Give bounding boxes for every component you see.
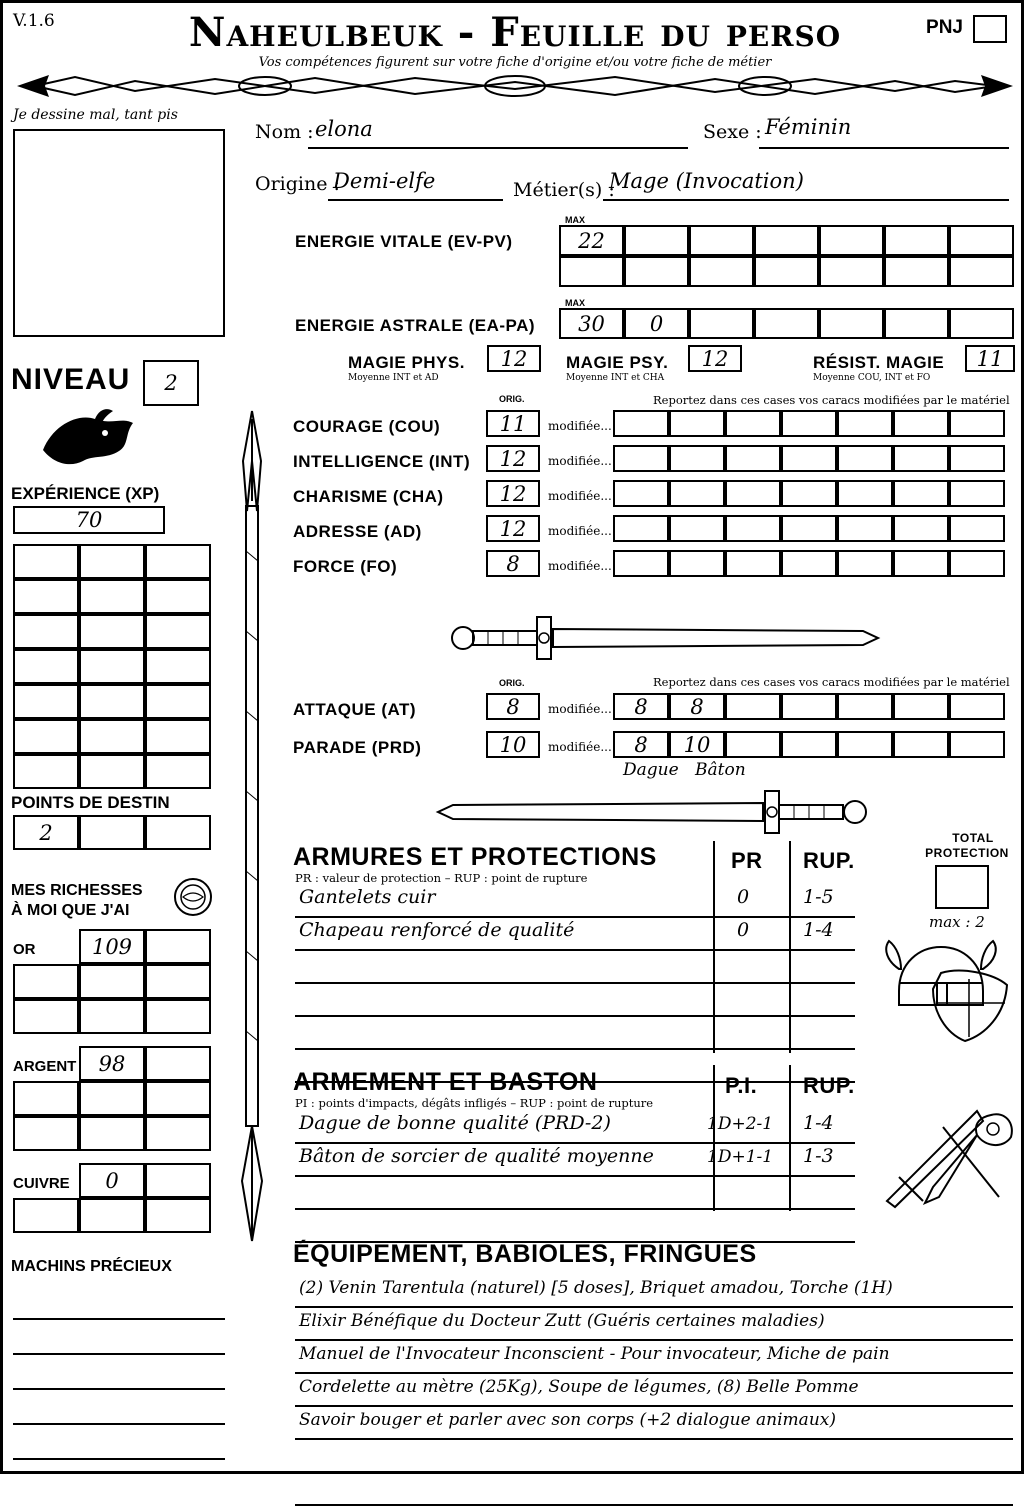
xp-cell[interactable] — [145, 649, 211, 684]
magie-phys-sub: Moyenne INT et AD — [348, 373, 439, 383]
carac-label: COURAGE (COU) — [293, 417, 441, 436]
argent-cell[interactable] — [145, 1116, 211, 1151]
carac-rows — [293, 408, 1013, 583]
ev-cell[interactable] — [884, 256, 949, 287]
argent-value[interactable]: 98 — [79, 1046, 145, 1081]
resist-magie-sub: Moyenne COU, INT et FO — [813, 373, 931, 383]
armures-subtitle: PR : valeur de protection – RUP : point de rupture — [295, 871, 588, 885]
armures-col-pr: PR — [731, 848, 763, 873]
parade-mod-cell[interactable] — [725, 731, 781, 758]
page-title: Naheulbeuk - Feuille du perso — [188, 9, 842, 56]
nom-label: Nom : — [255, 121, 314, 143]
carac-mod-cell[interactable] — [949, 515, 1005, 542]
xp-label: EXPÉRIENCE (XP) — [11, 484, 160, 503]
carac-mod-cell[interactable] — [837, 445, 893, 472]
armement-subtitle: PI : points d'impacts, dégâts infligés – RUP : point de rupture — [295, 1096, 654, 1110]
carac-mod-cell[interactable] — [837, 480, 893, 507]
cuivre-grid — [79, 1163, 211, 1198]
equipement-text[interactable]: (2) Venin Tarentula (naturel) [5 doses], Briquet amadou, Torche (1H) — [299, 1278, 893, 1298]
pnj-label: PNJ — [926, 17, 963, 38]
nom-value[interactable]: elona — [315, 117, 373, 141]
carac-mod-cell[interactable] — [949, 480, 1005, 507]
carac-mod-cell[interactable] — [893, 515, 949, 542]
argent-cell[interactable] — [79, 1116, 145, 1151]
portrait-note: Je dessine mal, tant pis — [13, 107, 178, 123]
ev-grid — [559, 225, 1014, 287]
ea-max-label: MAX — [565, 298, 585, 308]
xp-cell[interactable] — [13, 684, 79, 719]
or-grid — [79, 929, 211, 964]
armement-col-rup: RUP. — [803, 1073, 855, 1098]
or-cell[interactable] — [13, 999, 79, 1034]
cuivre-label: CUIVRE — [13, 1175, 70, 1192]
total-protection-label-1: TOTAL — [952, 831, 994, 845]
parade-mod-cell[interactable] — [837, 731, 893, 758]
armement-col-pi: P.I. — [725, 1073, 758, 1098]
armement-row[interactable] — [295, 1177, 855, 1210]
armure-rup[interactable]: 1-4 — [803, 919, 834, 941]
armure-name[interactable]: Chapeau renforcé de qualité — [299, 919, 575, 941]
argent-cell[interactable] — [79, 1081, 145, 1116]
equipement-lines — [295, 1275, 1013, 1506]
argent-grid — [79, 1046, 211, 1081]
xp-cell[interactable] — [79, 754, 145, 789]
attaque-value[interactable]: 8 — [486, 693, 540, 720]
sexe-value[interactable]: Féminin — [765, 115, 852, 139]
helmet-shield-icon — [881, 933, 1021, 1043]
carac-label: INTELLIGENCE (INT) — [293, 452, 471, 471]
arme-rup[interactable]: 1-3 — [803, 1145, 834, 1167]
attaque-mod-cell[interactable] — [837, 693, 893, 720]
armement-rows — [295, 1111, 855, 1243]
ev-max-value[interactable]: 22 — [559, 225, 624, 256]
arme-rup[interactable]: 1-4 — [803, 1112, 834, 1134]
arme-pi[interactable]: 1D+2-1 — [707, 1114, 774, 1134]
xp-cell[interactable] — [79, 614, 145, 649]
sword-illustration-bottom — [431, 783, 883, 841]
parade-row — [293, 729, 1013, 764]
carac-mod-cell[interactable] — [613, 515, 669, 542]
arme-name[interactable]: Bâton de sorcier de qualité moyenne — [299, 1145, 654, 1167]
argent-cell[interactable] — [145, 1046, 211, 1081]
ev-cell[interactable] — [884, 225, 949, 256]
weapon-note-2: Bâton — [695, 760, 746, 780]
carac-mod-cell[interactable] — [669, 410, 725, 437]
or-value[interactable]: 109 — [79, 929, 145, 964]
equipement-text[interactable]: Cordelette au mètre (25Kg), Soupe de légumes, (8) Belle Pomme — [299, 1377, 859, 1397]
ev-label: ENERGIE VITALE (EV-PV) — [295, 232, 513, 251]
combat-note: Reportez dans ces cases vos caracs modifiées par le matériel — [653, 675, 1010, 689]
argent-cell[interactable] — [145, 1081, 211, 1116]
page-subtitle: Vos compétences figurent sur votre fiche d'origine et/ou votre fiche de métier — [258, 55, 772, 70]
armure-name[interactable]: Gantelets cuir — [299, 886, 436, 908]
machins-line[interactable] — [13, 1320, 225, 1355]
destin-cell[interactable] — [145, 815, 211, 850]
or-cell[interactable] — [79, 964, 145, 999]
carac-mod-cell[interactable] — [893, 410, 949, 437]
destin-cell[interactable] — [79, 815, 145, 850]
carac-mod-label: modifiée... — [548, 559, 612, 573]
attaque-mod-cell[interactable]: 8 — [669, 693, 725, 720]
ea-cell[interactable] — [819, 308, 884, 339]
sexe-label: Sexe : — [703, 121, 762, 143]
xp-cell[interactable] — [13, 719, 79, 754]
cuivre-cell[interactable] — [145, 1198, 211, 1233]
parade-mod-cell[interactable] — [949, 731, 1005, 758]
ea-label: ENERGIE ASTRALE (EA-PA) — [295, 316, 536, 335]
carac-mod-cell[interactable] — [725, 445, 781, 472]
ev-cell[interactable] — [559, 256, 624, 287]
carac-mod-cell[interactable] — [613, 480, 669, 507]
machins-line[interactable] — [13, 1390, 225, 1425]
armures-row[interactable] — [295, 918, 855, 951]
version-label: V.1.6 — [13, 11, 55, 31]
ev-cell[interactable] — [949, 225, 1014, 256]
destin-value[interactable]: 2 — [13, 815, 79, 850]
carac-mod-cell[interactable] — [613, 445, 669, 472]
cuivre-value[interactable]: 0 — [79, 1163, 145, 1198]
armures-row[interactable] — [295, 984, 855, 1017]
destin-grid — [13, 815, 211, 850]
cuivre-cell[interactable] — [13, 1198, 79, 1233]
parade-value[interactable]: 10 — [486, 731, 540, 758]
weapon-note-1: Dague — [623, 760, 679, 780]
armures-rows — [295, 885, 855, 1083]
attaque-mod-cell[interactable] — [781, 693, 837, 720]
arme-pi[interactable]: 1D+1-1 — [707, 1147, 774, 1167]
equipement-line[interactable] — [295, 1440, 1013, 1473]
equipement-text[interactable]: Savoir bouger et parler avec son corps (+2 dialogue animaux) — [299, 1410, 836, 1430]
carac-note: Reportez dans ces cases vos caracs modifiées par le matériel — [653, 393, 1010, 407]
carac-mod-cell[interactable] — [725, 550, 781, 577]
magie-phys-value[interactable]: 12 — [487, 345, 541, 372]
equipement-line[interactable] — [295, 1407, 1013, 1440]
carac-label: CHARISME (CHA) — [293, 487, 444, 506]
equipement-text[interactable]: Manuel de l'Invocateur Inconscient - Pour invocateur, Miche de pain — [299, 1344, 890, 1364]
or-label: OR — [13, 941, 36, 958]
xp-cell[interactable] — [13, 614, 79, 649]
magie-psy-value[interactable]: 12 — [688, 345, 742, 372]
equipement-line[interactable] — [295, 1374, 1013, 1407]
equipement-line[interactable] — [295, 1308, 1013, 1341]
crossed-weapons-icon — [873, 1101, 1023, 1211]
ev-cell[interactable] — [624, 256, 689, 287]
argent-cell[interactable] — [13, 1116, 79, 1151]
carac-mod-cell[interactable] — [949, 445, 1005, 472]
xp-cell[interactable] — [13, 579, 79, 614]
ev-cell[interactable] — [624, 225, 689, 256]
ea-cell[interactable] — [689, 308, 754, 339]
equipement-line[interactable] — [295, 1275, 1013, 1308]
equipement-text[interactable]: Elixir Bénéfique du Docteur Zutt (Guéris certaines maladies) — [299, 1311, 825, 1331]
ea-max-value[interactable]: 30 — [559, 308, 624, 339]
machins-line[interactable] — [13, 1355, 225, 1390]
armures-title: ARMURES ET PROTECTIONS — [293, 843, 657, 871]
decorative-divider — [15, 69, 1015, 103]
argent-extra-grid — [13, 1081, 211, 1151]
armure-rup[interactable]: 1-5 — [803, 886, 834, 908]
coin-icon — [171, 875, 215, 919]
or-extra-grid — [13, 964, 211, 1034]
carac-mod-label: modifiée... — [548, 524, 612, 538]
carac-mod-cell[interactable] — [725, 410, 781, 437]
origine-value[interactable]: Demi-elfe — [333, 169, 436, 193]
ev-cell[interactable] — [819, 256, 884, 287]
carac-mod-cell[interactable] — [893, 550, 949, 577]
xp-cell[interactable] — [145, 719, 211, 754]
xp-cell[interactable] — [79, 649, 145, 684]
machins-lines — [13, 1285, 225, 1460]
metier-underline — [603, 199, 1009, 201]
xp-value[interactable]: 70 — [13, 506, 165, 534]
armure-pr[interactable]: 0 — [737, 886, 750, 908]
carac-mod-label: modifiée... — [548, 489, 612, 503]
armures-row[interactable] — [295, 951, 855, 984]
origine-label: Origine : — [255, 173, 340, 195]
equipement-title: ÉQUIPEMENT, BABIOLES, FRINGUES — [293, 1240, 757, 1268]
carac-value[interactable]: 12 — [486, 515, 540, 542]
carac-mod-cell[interactable] — [837, 515, 893, 542]
parade-mod-cell[interactable] — [893, 731, 949, 758]
or-cell[interactable] — [145, 929, 211, 964]
carac-mod-cell[interactable] — [669, 515, 725, 542]
resist-magie-label: RÉSIST. MAGIE — [813, 353, 945, 372]
carac-mod-cell[interactable] — [613, 550, 669, 577]
armures-row[interactable] — [295, 1017, 855, 1050]
armure-pr[interactable]: 0 — [737, 919, 750, 941]
xp-cell[interactable] — [79, 579, 145, 614]
carac-mod-cell[interactable] — [781, 550, 837, 577]
carac-value[interactable]: 12 — [486, 445, 540, 472]
ea-grid — [559, 308, 1014, 339]
total-protection-value[interactable] — [935, 865, 989, 909]
carac-mod-cell[interactable] — [949, 550, 1005, 577]
or-cell[interactable] — [13, 964, 79, 999]
magie-psy-label: MAGIE PSY. — [566, 353, 669, 372]
carac-mod-cell[interactable] — [893, 480, 949, 507]
or-cell[interactable] — [145, 964, 211, 999]
xp-cell[interactable] — [79, 719, 145, 754]
machins-line[interactable] — [13, 1425, 225, 1460]
carac-label: FORCE (FO) — [293, 557, 398, 576]
pnj-checkbox[interactable] — [973, 15, 1007, 43]
carac-mod-cell[interactable] — [781, 445, 837, 472]
armement-title: ARMEMENT ET BASTON — [293, 1068, 598, 1096]
xp-cell[interactable] — [13, 754, 79, 789]
arme-name[interactable]: Dague de bonne qualité (PRD-2) — [299, 1112, 611, 1134]
armures-col-rup: RUP. — [803, 848, 855, 873]
xp-cell[interactable] — [79, 544, 145, 579]
armement-row[interactable] — [295, 1210, 855, 1243]
ev-max-label: MAX — [565, 215, 585, 225]
magie-psy-sub: Moyenne INT et CHA — [566, 373, 665, 383]
attaque-mod-cell[interactable]: 8 — [613, 693, 669, 720]
armement-row[interactable] — [295, 1144, 855, 1177]
metier-label: Métier(s) : — [513, 179, 615, 201]
carac-mod-cell[interactable] — [669, 445, 725, 472]
attaque-mod-cell[interactable] — [893, 693, 949, 720]
nom-underline — [308, 147, 688, 149]
argent-label: ARGENT — [13, 1058, 77, 1075]
metier-value[interactable]: Mage (Invocation) — [609, 169, 804, 193]
xp-grid — [13, 544, 213, 789]
xp-cell[interactable] — [13, 544, 79, 579]
carac-mod-cell[interactable] — [781, 410, 837, 437]
xp-cell[interactable] — [145, 579, 211, 614]
cuivre-cell[interactable] — [79, 1198, 145, 1233]
armures-row[interactable] — [295, 885, 855, 918]
carac-mod-cell[interactable] — [837, 550, 893, 577]
carac-mod-cell[interactable] — [837, 410, 893, 437]
ea-current-value[interactable]: 0 — [624, 308, 689, 339]
total-protection-max: max : 2 — [929, 913, 985, 931]
parade-mod-cell[interactable] — [781, 731, 837, 758]
parade-label: PARADE (PRD) — [293, 738, 422, 757]
equipement-line[interactable] — [295, 1341, 1013, 1374]
origine-underline — [328, 199, 503, 201]
attaque-mod-cell[interactable] — [725, 693, 781, 720]
niveau-value[interactable]: 2 — [143, 360, 199, 406]
or-cell[interactable] — [79, 999, 145, 1034]
equipement-line[interactable] — [295, 1473, 1013, 1506]
xp-cell[interactable] — [145, 614, 211, 649]
ea-cell[interactable] — [754, 308, 819, 339]
machins-line[interactable] — [13, 1285, 225, 1320]
ev-cell[interactable] — [754, 225, 819, 256]
carac-mod-cell[interactable] — [613, 410, 669, 437]
dragon-icon — [33, 405, 143, 475]
attaque-mod-label: modifiée... — [548, 702, 612, 716]
ev-cell[interactable] — [689, 256, 754, 287]
destin-label: POINTS DE DESTIN — [11, 793, 170, 812]
cuivre-cell[interactable] — [145, 1163, 211, 1198]
argent-cell[interactable] — [13, 1081, 79, 1116]
carac-mod-cell[interactable] — [725, 480, 781, 507]
carac-value[interactable]: 11 — [486, 410, 540, 437]
attaque-mod-cell[interactable] — [949, 693, 1005, 720]
carac-mod-cell[interactable] — [949, 410, 1005, 437]
carac-mod-label: modifiée... — [548, 419, 612, 433]
carac-mod-label: modifiée... — [548, 454, 612, 468]
armement-row[interactable] — [295, 1111, 855, 1144]
parade-mod-cell[interactable]: 10 — [669, 731, 725, 758]
carac-mod-cell[interactable] — [725, 515, 781, 542]
ev-cell[interactable] — [949, 256, 1014, 287]
parade-mod-cell[interactable]: 8 — [613, 731, 669, 758]
xp-cell[interactable] — [145, 684, 211, 719]
staff-illustration — [231, 401, 273, 1251]
carac-value[interactable]: 12 — [486, 480, 540, 507]
sexe-underline — [759, 147, 1009, 149]
carac-value[interactable]: 8 — [486, 550, 540, 577]
carac-mod-cell[interactable] — [893, 445, 949, 472]
ev-cell[interactable] — [754, 256, 819, 287]
xp-cell[interactable] — [145, 544, 211, 579]
richesses-label: MES RICHESSES À MOI QUE J'AI — [11, 882, 143, 919]
machins-label: MACHINS PRÉCIEUX — [11, 1258, 172, 1275]
ev-cell[interactable] — [689, 225, 754, 256]
carac-mod-cell[interactable] — [781, 515, 837, 542]
ea-cell[interactable] — [949, 308, 1014, 339]
portrait-box[interactable] — [13, 129, 225, 337]
xp-cell[interactable] — [145, 754, 211, 789]
magie-phys-label: MAGIE PHYS. — [348, 353, 465, 372]
ea-cell[interactable] — [884, 308, 949, 339]
resist-magie-value[interactable]: 11 — [965, 345, 1015, 372]
carac-mod-cell[interactable] — [781, 480, 837, 507]
parade-mod-label: modifiée... — [548, 740, 612, 754]
sword-illustration-top — [433, 609, 883, 667]
combat-orig-label: ORIG. — [499, 678, 525, 688]
xp-cell[interactable] — [13, 649, 79, 684]
carac-label: ADRESSE (AD) — [293, 522, 422, 541]
ev-cell[interactable] — [819, 225, 884, 256]
attaque-row — [293, 691, 1013, 726]
carac-mod-cell[interactable] — [669, 480, 725, 507]
or-cell[interactable] — [145, 999, 211, 1034]
total-protection-label-2: PROTECTION — [925, 846, 1009, 860]
niveau-label: NIVEAU — [11, 363, 131, 396]
attaque-label: ATTAQUE (AT) — [293, 700, 417, 719]
carac-orig-label: ORIG. — [499, 394, 525, 404]
cuivre-extra-grid — [13, 1198, 211, 1233]
carac-mod-cell[interactable] — [669, 550, 725, 577]
xp-cell[interactable] — [79, 684, 145, 719]
